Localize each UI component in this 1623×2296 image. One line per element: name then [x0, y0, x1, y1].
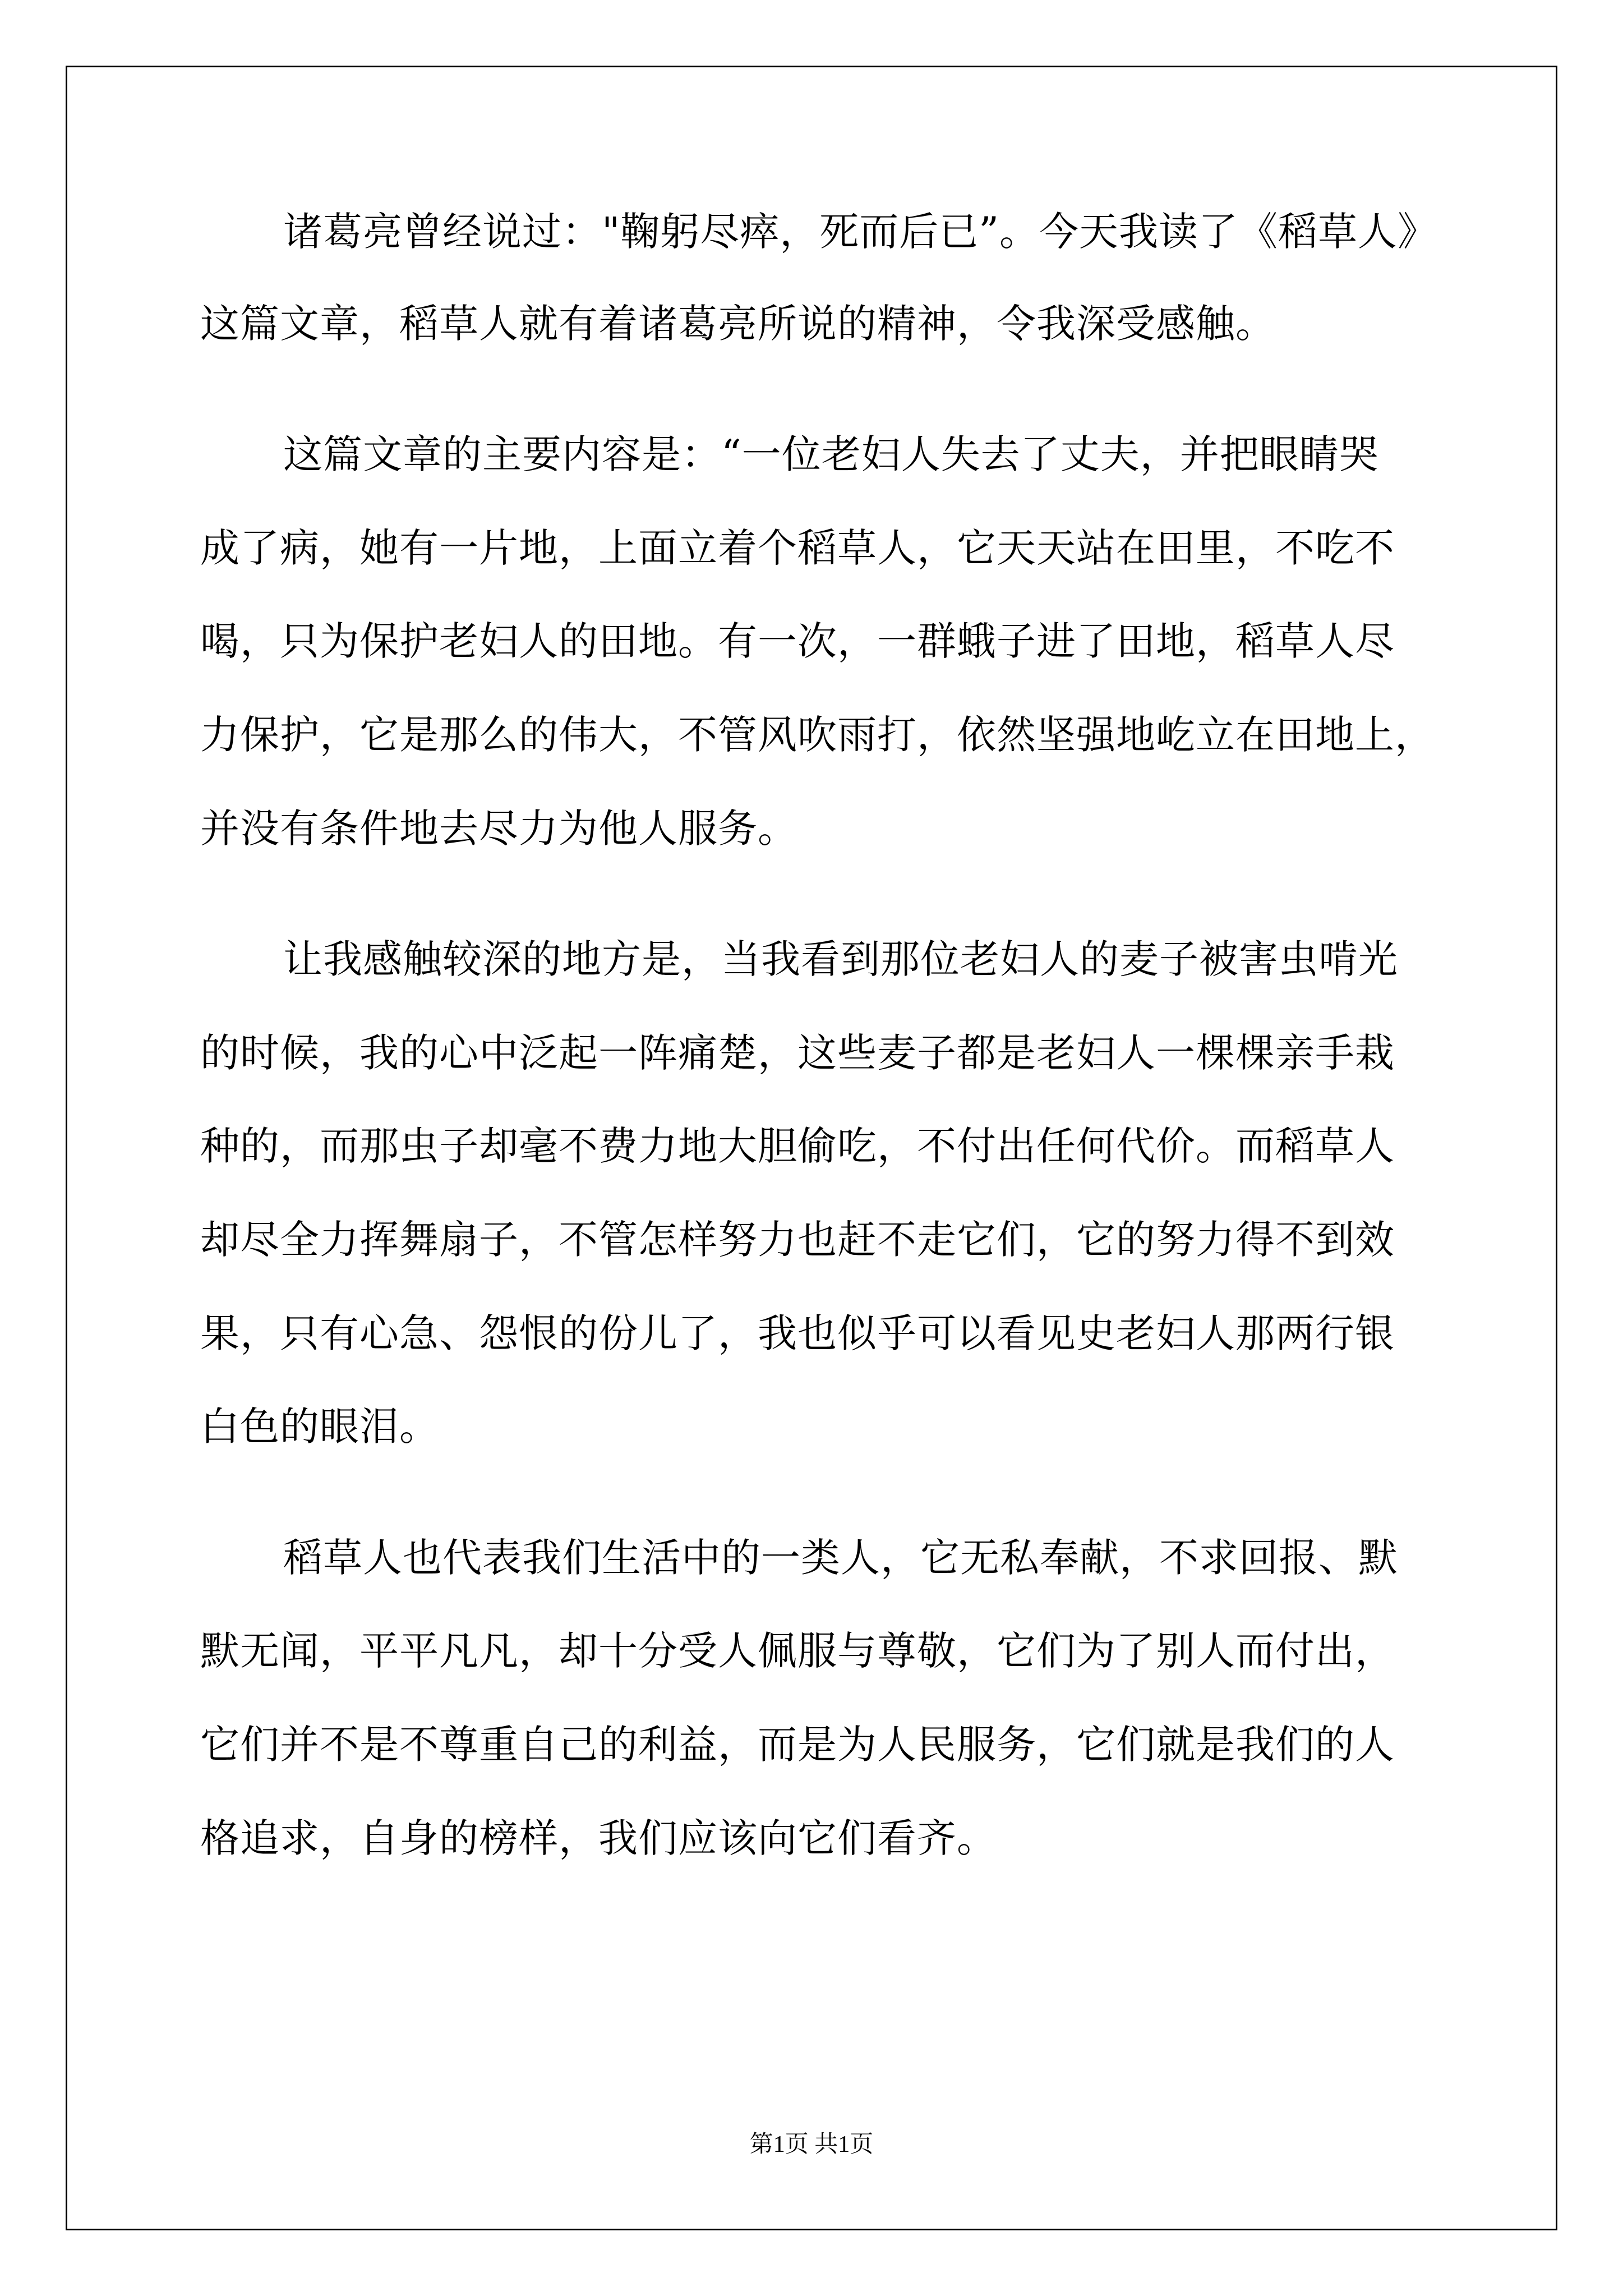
paragraph-3-line-3: 种的，而那虫子却毫不费力地大胆偷吃，不付出任何代价。而稻草人	[200, 1123, 1395, 1169]
paragraph-3-line-4: 却尽全力挥舞扇子，不管怎样努力也赶不走它们，它的努力得不到效	[200, 1217, 1395, 1263]
paragraph-3-line-1: 让我感触较深的地方是，当我看到那位老妇人的麦子被害虫啃光	[283, 936, 1398, 982]
paragraph-4-line-4: 格追求，自身的榜样，我们应该向它们看齐。	[200, 1815, 997, 1861]
paragraph-3-line-2: 的时候，我的心中泛起一阵痛楚，这些麦子都是老妇人一棵棵亲手栽	[200, 1030, 1395, 1076]
paragraph-2-line-3: 喝，只为保护老妇人的田地。有一次，一群蛾子进了田地，稻草人尽	[200, 618, 1395, 664]
paragraph-1-line-1: 诸葛亮曾经说过："鞠躬尽瘁，死而后已”。今天我读了《稻草人》	[283, 209, 1437, 255]
paragraph-4-line-3: 它们并不是不尊重自己的利益，而是为人民服务，它们就是我们的人	[200, 1722, 1395, 1768]
paragraph-1-line-2: 这篇文章，稻草人就有着诸葛亮所说的精神，令我深受感触。	[200, 301, 1275, 347]
paragraph-4-line-2: 默无闻，平平凡凡，却十分受人佩服与尊敬，它们为了别人而付出，	[200, 1628, 1395, 1674]
paragraph-2-line-2: 成了病，她有一片地，上面立着个稻草人，它天天站在田里，不吃不	[200, 525, 1395, 571]
paragraph-2-line-1: 这篇文章的主要内容是：“一位老妇人失去了丈夫，并把眼睛哭	[283, 431, 1379, 477]
page-number-footer: 第1页 共1页	[749, 2132, 874, 2157]
paragraph-4-line-1: 稻草人也代表我们生活中的一类人，它无私奉献，不求回报、默	[283, 1535, 1398, 1581]
paragraph-3-line-5: 果，只有心急、怨恨的份儿了，我也似乎可以看见史老妇人那两行银	[200, 1310, 1395, 1356]
paragraph-2-line-4: 力保护，它是那么的伟大，不管风吹雨打，依然坚强地屹立在田地上，	[200, 712, 1435, 758]
paragraph-3-line-6: 白色的眼泪。	[200, 1404, 439, 1450]
paragraph-2-line-5: 并没有条件地去尽力为他人服务。	[200, 806, 797, 852]
